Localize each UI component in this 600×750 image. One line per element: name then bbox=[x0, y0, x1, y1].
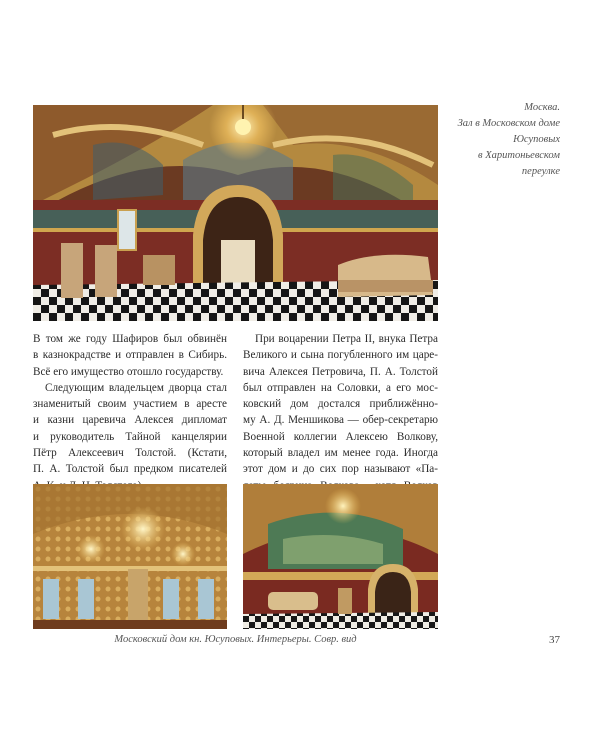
text-line: При воцарении Петра II, внука Петра bbox=[255, 333, 438, 345]
side-caption-line: переулке bbox=[521, 166, 560, 177]
side-caption-line: в Харитоньевском bbox=[478, 150, 560, 161]
text-line: и казни царевича Алексея дипломат bbox=[33, 414, 227, 427]
text-line: му А. Д. Меншикова — обер-секретарю bbox=[243, 414, 438, 427]
text-line: который владел им менее года. Иногда bbox=[243, 447, 438, 460]
text-line: Всё его имущество отошло государству. bbox=[33, 365, 224, 378]
side-photo-caption bbox=[430, 100, 560, 180]
left-text-column bbox=[33, 331, 227, 494]
gilded-hall-image bbox=[33, 484, 227, 629]
text-line: был отправлен на Соловки, а его мос- bbox=[243, 381, 438, 394]
text-line: в казнокрадстве и отправлен в Сибирь. bbox=[33, 349, 227, 362]
side-caption-line: Зал в Московском доме bbox=[457, 118, 560, 129]
right-text-column bbox=[243, 331, 438, 494]
side-caption-line: Юсуповых bbox=[513, 134, 560, 145]
hall-interior-image bbox=[33, 105, 438, 321]
text-line: Великого и сына погубленного им царе- bbox=[243, 349, 438, 362]
text-line: и руководитель Тайной канцелярии bbox=[33, 430, 227, 443]
text-line: П. А. Толстой был предком писателей bbox=[33, 463, 227, 476]
text-line: вича Алексея Петровича, П. А. Толстой bbox=[243, 365, 438, 378]
text-line: ковский дом достался приближённо- bbox=[243, 398, 438, 411]
photo-painted-vault bbox=[243, 484, 438, 629]
page-number: 37 bbox=[549, 634, 560, 646]
painted-vault-image bbox=[243, 484, 438, 629]
photo-gilded-hall bbox=[33, 484, 227, 629]
side-caption-line: Москва. bbox=[524, 102, 560, 113]
photo-hall-interior bbox=[33, 105, 438, 321]
text-line: этот дом и до сих пор называют «Па- bbox=[243, 463, 438, 476]
text-line: Следующим владельцем дворца стал bbox=[45, 381, 227, 394]
text-line: Пётр Алексеевич Толстой. (Кстати, bbox=[33, 447, 227, 460]
text-line: знаменитый своим участием в аресте bbox=[33, 398, 227, 411]
text-line: Военной коллегии Алексею Волкову, bbox=[243, 430, 438, 443]
text-line: В том же году Шафиров был обвинён bbox=[33, 333, 227, 345]
photos-caption: Московский дом кн. Юсуповых. Интерьеры. Совр. вид bbox=[114, 634, 357, 645]
